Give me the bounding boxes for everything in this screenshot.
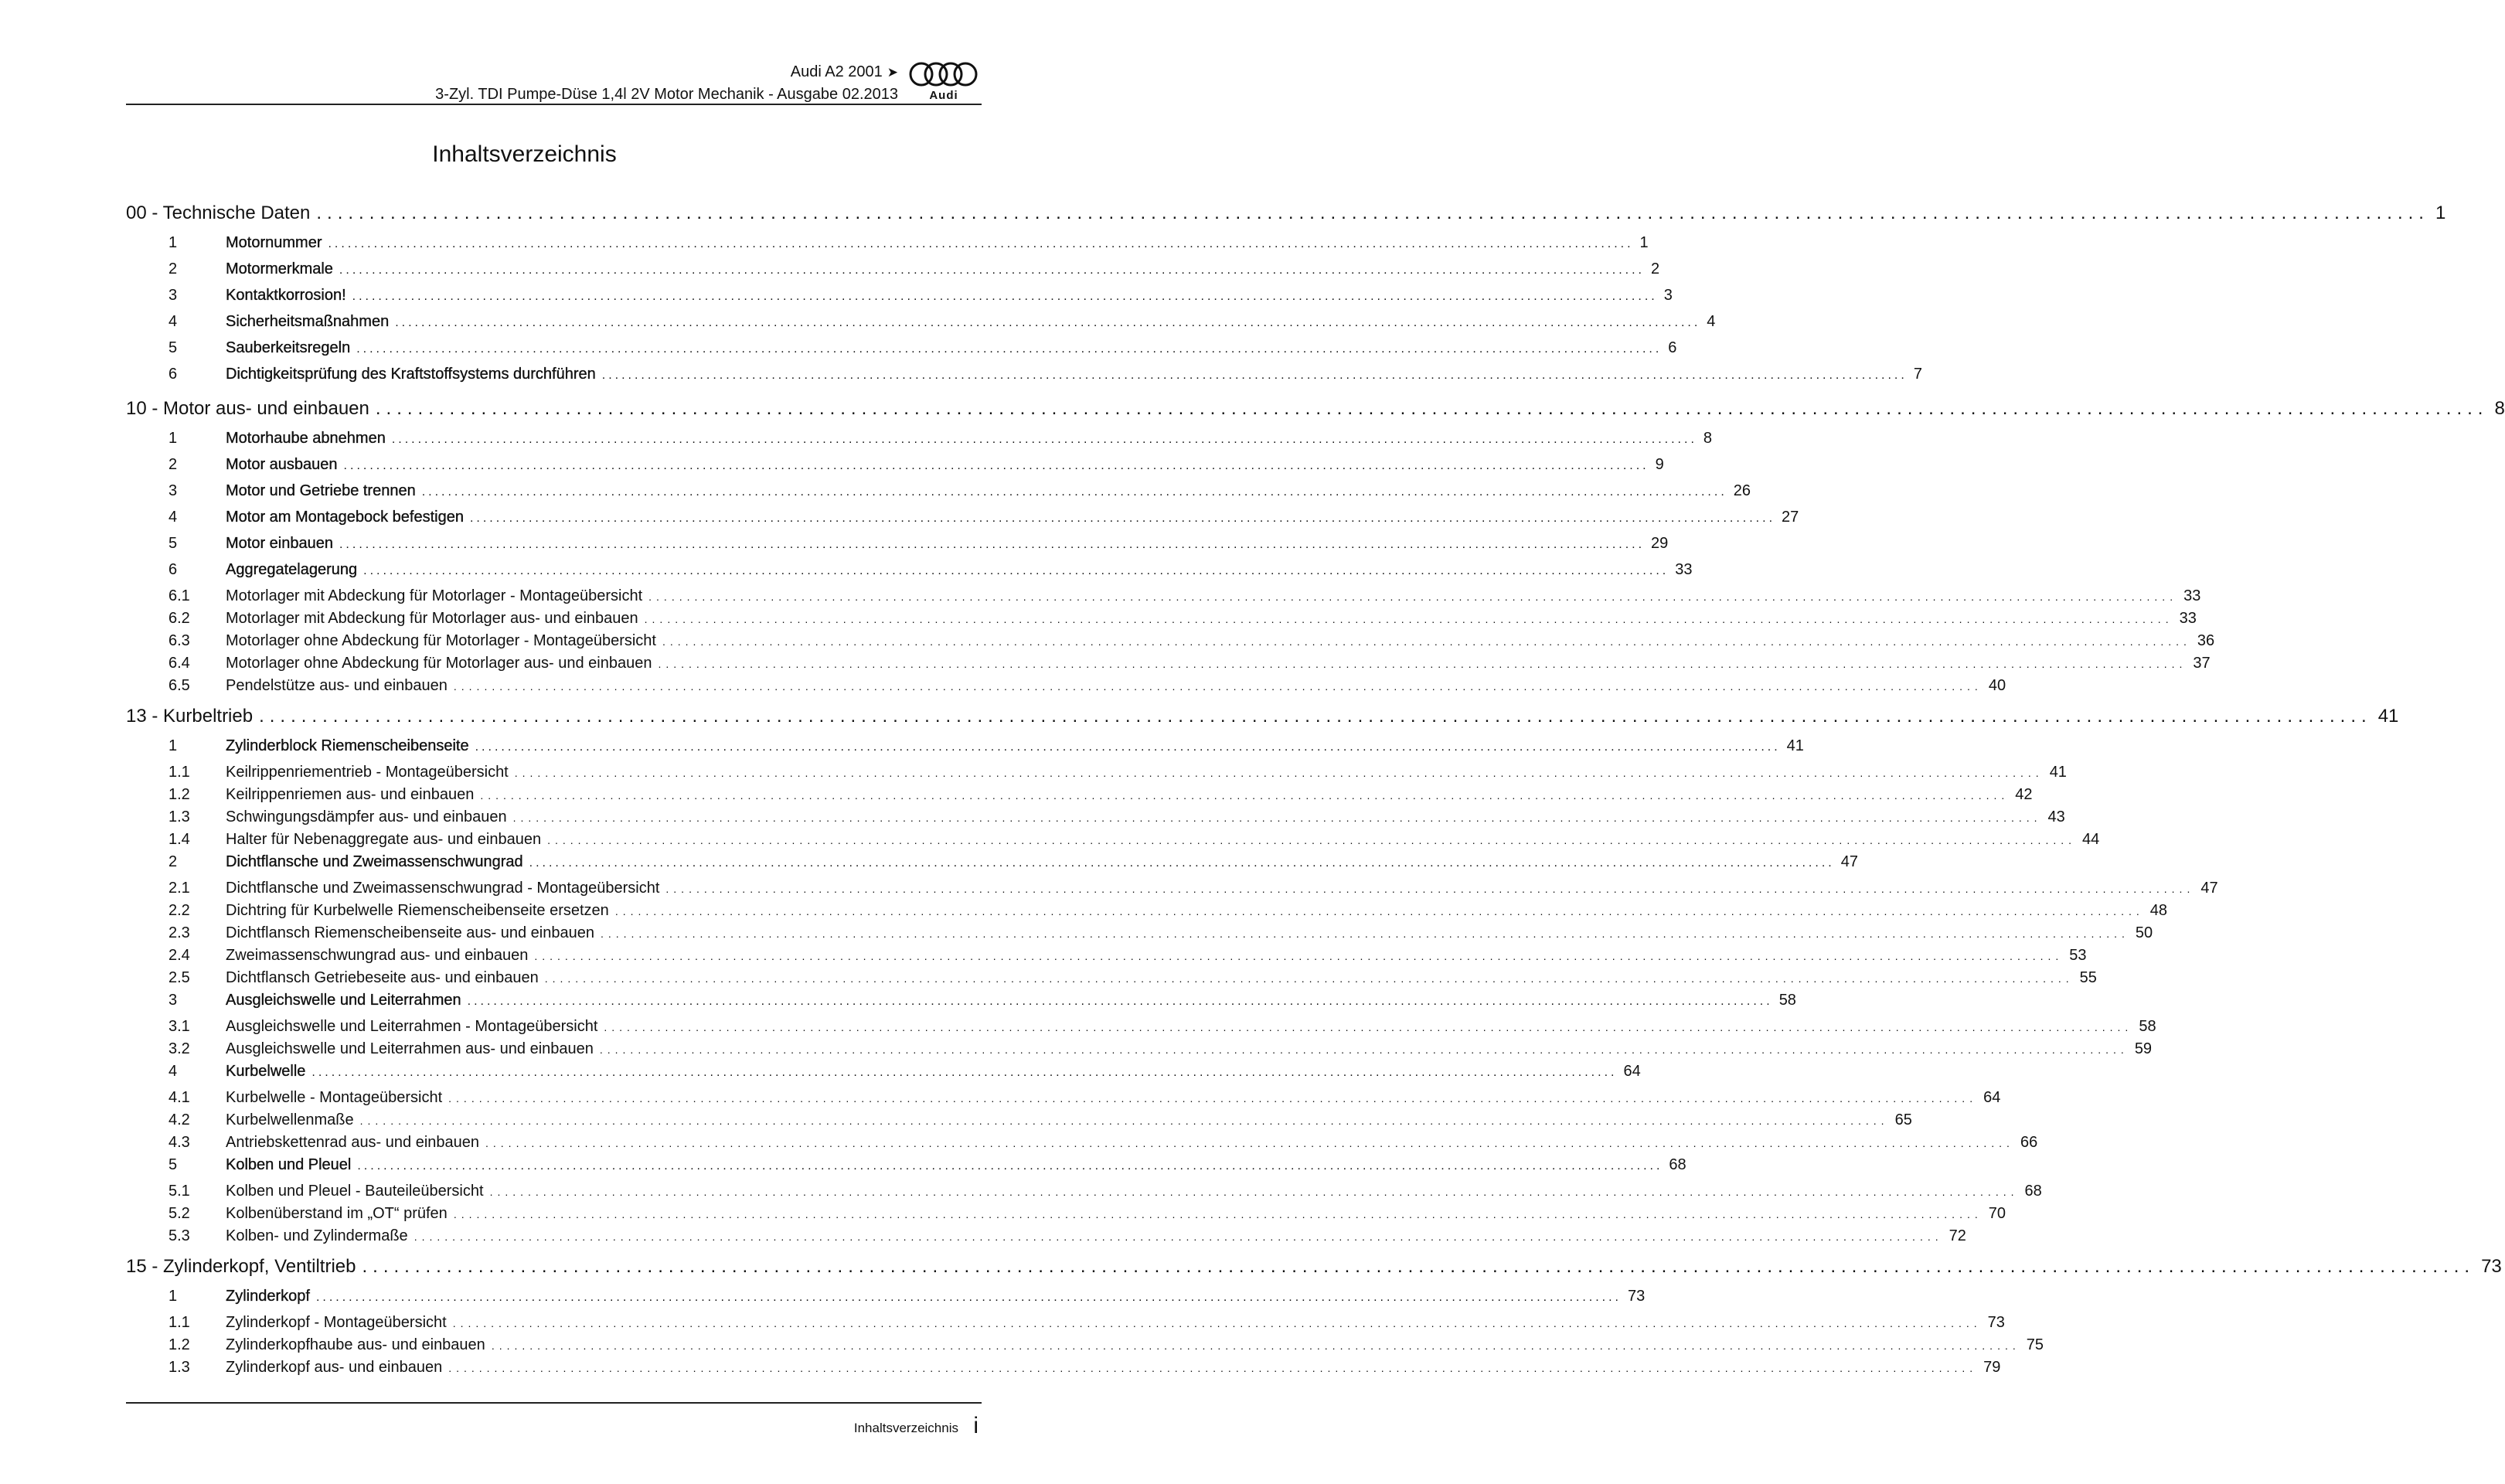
toc-entry-label: Motorlager ohne Abdeckung für Motorlager - Montageübersicht (226, 632, 656, 649)
toc-entry-number: 6.1 (168, 587, 190, 604)
toc-entry-page: 64 (1623, 1063, 1641, 1080)
toc-section-row[interactable] (126, 234, 1649, 260)
toc-entry-label: Keilrippenriementrieb - Montageübersicht (226, 764, 509, 781)
toc-entry-page: 7 (1913, 366, 1922, 383)
toc-entry-page: 1 (2435, 203, 2446, 223)
dot-leader: ........................................................................................................................................................................................................ (339, 538, 1646, 551)
toc-entry-page: 41 (1786, 737, 1804, 754)
dot-leader: ........................................................................................................................................................................................................ (658, 658, 2187, 670)
toc-entry-label: Zylinderkopf aus- und einbauen (226, 1359, 443, 1376)
toc-entry-number: 2.5 (168, 969, 190, 986)
toc-entry-label: Ausgleichswelle und Leiterrahmen - Montageübersicht (226, 1018, 598, 1035)
toc-sub-row[interactable] (126, 969, 2097, 992)
toc-chapter-row[interactable] (126, 203, 2446, 234)
toc-entry-number: 3 (168, 287, 178, 304)
toc-entry-label: Pendelstütze aus- und einbauen (226, 677, 448, 694)
toc-entry-label: Sicherheitsmaßnahmen (226, 313, 390, 330)
toc-entry-page: 73 (2481, 1256, 2502, 1277)
dot-leader: ........................................................................................................................................................................................................ (547, 834, 2077, 846)
toc-entry-page: 29 (1651, 535, 1669, 552)
toc-entry-page: 9 (1655, 456, 1664, 473)
dot-leader: ........................................................................................................................................................................................................ (357, 1159, 1663, 1173)
dot-leader: ........................................................................................................................................................................................................ (453, 680, 1983, 693)
toc-entry-label: Dichtflansche und Zweimassenschwungrad - Montageübersicht (226, 880, 660, 897)
toc-sub-row[interactable] (126, 1089, 2001, 1111)
toc-section-row[interactable] (126, 287, 1673, 313)
toc-entry-page: 8 (1703, 430, 1713, 447)
toc-entry-page: 47 (2200, 880, 2218, 897)
toc-entry-label: 15 - Zylinderkopf, Ventiltrieb (126, 1256, 356, 1277)
toc-entry-number: 6.4 (168, 655, 190, 672)
toc-entry-label: Kolben und Pleuel - Bauteileübersicht (226, 1183, 484, 1200)
toc-entry-label: Zylinderblock Riemenscheibenseite (226, 737, 469, 754)
toc-entry-label: Motor einbauen (226, 535, 333, 552)
toc-section-row[interactable] (126, 482, 1751, 509)
toc-section-row[interactable] (126, 992, 1796, 1018)
toc-section-row[interactable] (126, 1156, 1686, 1183)
toc-entry-number: 3 (168, 482, 178, 499)
dot-leader: ........................................................................................................................................................................................................ (475, 740, 1781, 754)
arrow-right-icon: ➤ (887, 65, 898, 80)
toc-entry-number: 4.1 (168, 1089, 190, 1106)
toc-entry-label: 00 - Technische Daten (126, 203, 311, 223)
toc-entry-page: 66 (2020, 1134, 2038, 1151)
toc-entry-number: 1.3 (168, 1359, 190, 1376)
toc-entry-page: 26 (1733, 482, 1751, 499)
dot-leader: ........................................................................................................................................................................................................ (328, 237, 1634, 250)
toc-entry-number: 6.2 (168, 610, 190, 627)
toc-entry-label: Motorlager mit Abdeckung für Motorlager - Montageübersicht (226, 587, 643, 604)
dot-leader: ........................................................................................................................................................................................................ (544, 972, 2074, 985)
toc-entry-page: 4 (1707, 313, 1716, 330)
toc-entry-page: 70 (1988, 1205, 2006, 1222)
header-model (791, 63, 898, 81)
toc-entry-label: Keilrippenriemen aus- und einbauen (226, 786, 475, 803)
toc-entry-label: Antriebskettenrad aus- und einbauen (226, 1134, 480, 1151)
toc-entry-label: Aggregatelagerung (226, 561, 358, 578)
toc-sub-row[interactable] (126, 1205, 2006, 1227)
toc-chapter-row[interactable] (126, 706, 2399, 737)
dot-leader: ........................................................................................................................................................................................................ (491, 1339, 2020, 1352)
toc-sub-row[interactable] (126, 1359, 2001, 1381)
toc-entry-label: Ausgleichswelle und Leiterrahmen (226, 992, 461, 1009)
page-footer (126, 1402, 982, 1438)
toc-entry-number: 4 (168, 313, 178, 330)
dot-leader: ........................................................................................................................................................................................................ (311, 1066, 1618, 1079)
toc-entry-page: 65 (1894, 1111, 1912, 1128)
dot-leader: ........................................................................................................................................................................................................ (363, 564, 1669, 577)
dot-leader: ........................................................................................................................................................................................................ (489, 1186, 2019, 1198)
dot-leader: ........................................................................................................................................................................................................ (362, 1256, 2476, 1277)
toc-entry-label: Motor am Montagebock befestigen (226, 509, 464, 526)
toc-entry-page: 1 (1639, 234, 1649, 251)
dot-leader: ........................................................................................................................................................................................................ (644, 613, 2173, 625)
toc-entry-number: 6.5 (168, 677, 190, 694)
toc-entry-label: Dichtflansch Riemenscheibenseite aus- und einbauen (226, 924, 594, 941)
dot-leader: ........................................................................................................................................................................................................ (534, 950, 2064, 962)
toc-sub-row[interactable] (126, 1018, 2156, 1040)
toc-entry-number: 1.2 (168, 786, 190, 803)
toc-sub-row[interactable] (126, 1040, 2153, 1063)
dot-leader: ........................................................................................................................................................................................................ (414, 1230, 1943, 1243)
dot-leader: ........................................................................................................................................................................................................ (343, 459, 1649, 472)
toc-entry-page: 33 (1675, 561, 1693, 578)
toc-entry-number: 2 (168, 456, 178, 473)
toc-entry-label: Dichtflansche und Zweimassenschwungrad (226, 853, 523, 870)
toc-entry-page: 75 (2026, 1336, 2044, 1353)
toc-entry-page: 73 (1628, 1288, 1646, 1305)
table-of-contents (126, 203, 2505, 1381)
toc-entry-page: 48 (2149, 902, 2167, 919)
toc-section-row[interactable] (126, 1288, 1646, 1314)
toc-entry-page: 41 (2049, 764, 2067, 781)
toc-entry-number: 4 (168, 1063, 178, 1080)
toc-entry-label: Ausgleichswelle und Leiterrahmen aus- und einbauen (226, 1040, 594, 1057)
toc-entry-label: Kurbelwellenmaße (226, 1111, 354, 1128)
dot-leader: ........................................................................................................................................................................................................ (529, 856, 1835, 870)
toc-section-row[interactable] (126, 535, 1669, 561)
toc-entry-number: 1.4 (168, 831, 190, 848)
toc-sub-row[interactable] (126, 610, 2197, 632)
dot-leader: ........................................................................................................................................................................................................ (600, 928, 2129, 940)
toc-entry-number: 2.1 (168, 880, 190, 897)
toc-entry-number: 3 (168, 992, 178, 1009)
toc-section-row[interactable] (126, 339, 1677, 366)
toc-entry-number: 1 (168, 234, 178, 251)
toc-entry-number: 5.3 (168, 1227, 190, 1244)
toc-entry-page: 8 (2494, 398, 2505, 419)
toc-entry-page: 43 (2047, 808, 2065, 825)
toc-entry-label: Halter für Nebenaggregate aus- und einbauen (226, 831, 542, 848)
audi-rings-icon (906, 60, 982, 88)
toc-entry-number: 1.1 (168, 764, 190, 781)
audi-logo (906, 60, 982, 104)
toc-entry-number: 2.4 (168, 947, 190, 964)
toc-entry-page: 68 (2024, 1183, 2042, 1200)
toc-entry-page: 41 (2377, 706, 2399, 727)
toc-entry-number: 4.3 (168, 1134, 190, 1151)
toc-entry-page: 33 (2183, 587, 2201, 604)
dot-leader: ........................................................................................................................................................................................................ (469, 512, 1776, 525)
toc-sub-row[interactable] (126, 587, 2201, 610)
toc-sub-row[interactable] (126, 1134, 2038, 1156)
toc-sub-row[interactable] (126, 808, 2065, 831)
toc-entry-label: Motor ausbauen (226, 456, 338, 473)
toc-entry-page: 36 (2197, 632, 2215, 649)
toc-entry-number: 1 (168, 430, 178, 447)
toc-entry-label: Kolben- und Zylindermaße (226, 1227, 408, 1244)
header-model-text: Audi A2 2001 (790, 63, 883, 80)
toc-sub-row[interactable] (126, 924, 2153, 947)
toc-entry-number: 5 (168, 339, 178, 356)
toc-entry-label: Motor und Getriebe trennen (226, 482, 416, 499)
dot-leader: ........................................................................................................................................................................................................ (480, 789, 2010, 802)
toc-entry-label: 10 - Motor aus- und einbauen (126, 398, 369, 419)
toc-entry-label: Motornummer (226, 234, 322, 251)
toc-entry-page: 72 (1949, 1227, 1966, 1244)
toc-entry-page: 58 (2139, 1018, 2156, 1035)
toc-entry-page: 33 (2179, 610, 2197, 627)
dot-leader: ........................................................................................................................................................................................................ (467, 995, 1773, 1008)
page-header (126, 60, 982, 105)
toc-entry-page: 73 (1987, 1314, 2005, 1331)
toc-section-row[interactable] (126, 1063, 1641, 1089)
toc-entry-page: 3 (1663, 287, 1673, 304)
toc-entry-number: 1.2 (168, 1336, 190, 1353)
toc-entry-label: Dichtigkeitsprüfung des Kraftstoffsystems durchführen (226, 366, 596, 383)
toc-sub-row[interactable] (126, 677, 2006, 699)
toc-entry-page: 47 (1840, 853, 1858, 870)
dot-leader: ........................................................................................................................................................................................................ (648, 591, 2178, 603)
toc-entry-page: 58 (1778, 992, 1796, 1009)
toc-entry-label: Motormerkmale (226, 260, 333, 277)
toc-entry-label: Kolbenüberstand im „OT“ prüfen (226, 1205, 448, 1222)
dot-leader: ........................................................................................................................................................................................................ (665, 883, 2195, 895)
toc-section-row[interactable] (126, 313, 1716, 339)
toc-entry-number: 1.3 (168, 808, 190, 825)
toc-entry-number: 3.1 (168, 1018, 190, 1035)
dot-leader: ........................................................................................................................................................................................................ (453, 1208, 1983, 1220)
toc-entry-label: Motorlager ohne Abdeckung für Motorlager aus- und einbauen (226, 655, 652, 672)
toc-entry-page: 44 (2082, 831, 2100, 848)
toc-entry-page: 40 (1988, 677, 2006, 694)
toc-sub-row[interactable] (126, 1314, 2005, 1336)
dot-leader: ........................................................................................................................................................................................................ (395, 316, 1701, 329)
header-subtitle: 3-Zyl. TDI Pumpe-Düse 1,4l 2V Motor Mechanik - Ausgabe 02.2013 (435, 86, 898, 103)
dot-leader: ........................................................................................................................................................................................................ (315, 1291, 1622, 1304)
audi-wordmark: Audi (929, 89, 958, 102)
toc-sub-row[interactable] (126, 764, 2067, 786)
dot-leader: ........................................................................................................................................................................................................ (512, 812, 2042, 824)
toc-entry-label: Schwingungsdämpfer aus- und einbauen (226, 808, 507, 825)
dot-leader: ........................................................................................................................................................................................................ (316, 203, 2429, 223)
toc-entry-label: Kurbelwelle (226, 1063, 306, 1080)
toc-entry-number: 1 (168, 1288, 178, 1305)
toc-entry-number: 5 (168, 535, 178, 552)
toc-entry-page: 50 (2135, 924, 2153, 941)
toc-entry-label: Zylinderkopfhaube aus- und einbauen (226, 1336, 485, 1353)
toc-sub-row[interactable] (126, 632, 2215, 655)
toc-section-row[interactable] (126, 260, 1660, 287)
dot-leader: ........................................................................................................................................................................................................ (421, 485, 1727, 499)
toc-entry-page: 55 (2079, 969, 2097, 986)
toc-sub-row[interactable] (126, 655, 2211, 677)
toc-sub-row[interactable] (126, 786, 2033, 808)
toc-sub-row[interactable] (126, 880, 2218, 902)
toc-entry-page: 64 (1983, 1089, 2001, 1106)
toc-sub-row[interactable] (126, 831, 2100, 853)
toc-sub-row[interactable] (126, 902, 2167, 924)
toc-entry-label: Motorlager mit Abdeckung für Motorlager aus- und einbauen (226, 610, 638, 627)
toc-entry-number: 2.2 (168, 902, 190, 919)
toc-entry-number: 4.2 (168, 1111, 190, 1128)
toc-sub-row[interactable] (126, 1111, 1912, 1134)
dot-leader: ........................................................................................................................................................................................................ (259, 706, 2372, 727)
toc-entry-number: 2 (168, 260, 178, 277)
dot-leader: ........................................................................................................................................................................................................ (391, 433, 1697, 446)
toc-entry-number: 6 (168, 366, 178, 383)
toc-entry-page: 68 (1669, 1156, 1686, 1173)
toc-entry-number: 2 (168, 853, 178, 870)
toc-entry-label: Kontaktkorrosion! (226, 287, 346, 304)
page-title: Inhaltsverzeichnis (432, 141, 617, 167)
toc-entry-label: Zweimassenschwungrad aus- und einbauen (226, 947, 529, 964)
toc-entry-page: 27 (1782, 509, 1799, 526)
toc-entry-page: 59 (2134, 1040, 2153, 1057)
toc-entry-label: Sauberkeitsregeln (226, 339, 351, 356)
dot-leader: ........................................................................................................................................................................................................ (614, 905, 2144, 917)
toc-sub-row[interactable] (126, 1183, 2042, 1205)
toc-entry-label: Dichtflansch Getriebeseite aus- und einbauen (226, 969, 539, 986)
toc-entry-number: 6.3 (168, 632, 190, 649)
toc-section-row[interactable] (126, 853, 1858, 880)
toc-entry-number: 5 (168, 1156, 178, 1173)
toc-section-row[interactable] (126, 561, 1693, 587)
dot-leader: ........................................................................................................................................................................................................ (356, 342, 1663, 356)
toc-entry-page: 6 (1668, 339, 1677, 356)
dot-leader: ........................................................................................................................................................................................................ (375, 398, 2489, 419)
dot-leader: ........................................................................................................................................................................................................ (604, 1021, 2133, 1033)
dot-leader: ........................................................................................................................................................................................................ (514, 767, 2044, 779)
toc-entry-label: Motorhaube abnehmen (226, 430, 386, 447)
toc-sub-row[interactable] (126, 947, 2087, 969)
dot-leader: ........................................................................................................................................................................................................ (662, 635, 2191, 648)
toc-entry-number: 5.2 (168, 1205, 190, 1222)
toc-entry-label: Kurbelwelle - Montageübersicht (226, 1089, 443, 1106)
toc-sub-row[interactable] (126, 1336, 2044, 1359)
toc-entry-number: 4 (168, 509, 178, 526)
toc-entry-label: Zylinderkopf - Montageübersicht (226, 1314, 447, 1331)
dot-leader: ........................................................................................................................................................................................................ (485, 1137, 2014, 1149)
toc-entry-label: Zylinderkopf (226, 1288, 310, 1305)
toc-entry-page: 79 (1983, 1359, 2001, 1376)
toc-entry-label: 13 - Kurbeltrieb (126, 706, 254, 727)
toc-sub-row[interactable] (126, 1227, 1966, 1250)
toc-entry-number: 2.3 (168, 924, 190, 941)
dot-leader: ........................................................................................................................................................................................................ (448, 1362, 1978, 1374)
toc-entry-page: 42 (2015, 786, 2033, 803)
toc-section-row[interactable] (126, 366, 1922, 392)
toc-section-row[interactable] (126, 737, 1804, 764)
footer-label: Inhaltsverzeichnis (853, 1421, 958, 1435)
toc-entry-number: 3.2 (168, 1040, 190, 1057)
toc-entry-page: 37 (2193, 655, 2211, 672)
toc-entry-label: Dichtring für Kurbelwelle Riemenscheibenseite ersetzen (226, 902, 609, 919)
toc-chapter-row[interactable] (126, 1256, 2502, 1288)
toc-entry-label: Kolben und Pleuel (226, 1156, 352, 1173)
dot-leader: ........................................................................................................................................................................................................ (359, 1115, 1889, 1127)
dot-leader: ........................................................................................................................................................................................................ (601, 369, 1908, 382)
toc-section-row[interactable] (126, 430, 1713, 456)
toc-entry-number: 5.1 (168, 1183, 190, 1200)
footer-page-number: i (973, 1413, 979, 1438)
toc-entry-number: 1 (168, 737, 178, 754)
toc-section-row[interactable] (126, 456, 1664, 482)
dot-leader: ........................................................................................................................................................................................................ (339, 264, 1645, 277)
toc-entry-number: 6 (168, 561, 178, 578)
toc-entry-page: 2 (1650, 260, 1660, 277)
toc-chapter-row[interactable] (126, 398, 2505, 430)
toc-section-row[interactable] (126, 509, 1799, 535)
toc-entry-number: 1.1 (168, 1314, 190, 1331)
dot-leader: ........................................................................................................................................................................................................ (452, 1317, 1982, 1329)
toc-entry-page: 53 (2069, 947, 2087, 964)
dot-leader: ........................................................................................................................................................................................................ (599, 1043, 2129, 1056)
dot-leader: ........................................................................................................................................................................................................ (448, 1092, 1978, 1104)
dot-leader: ........................................................................................................................................................................................................ (352, 290, 1658, 303)
